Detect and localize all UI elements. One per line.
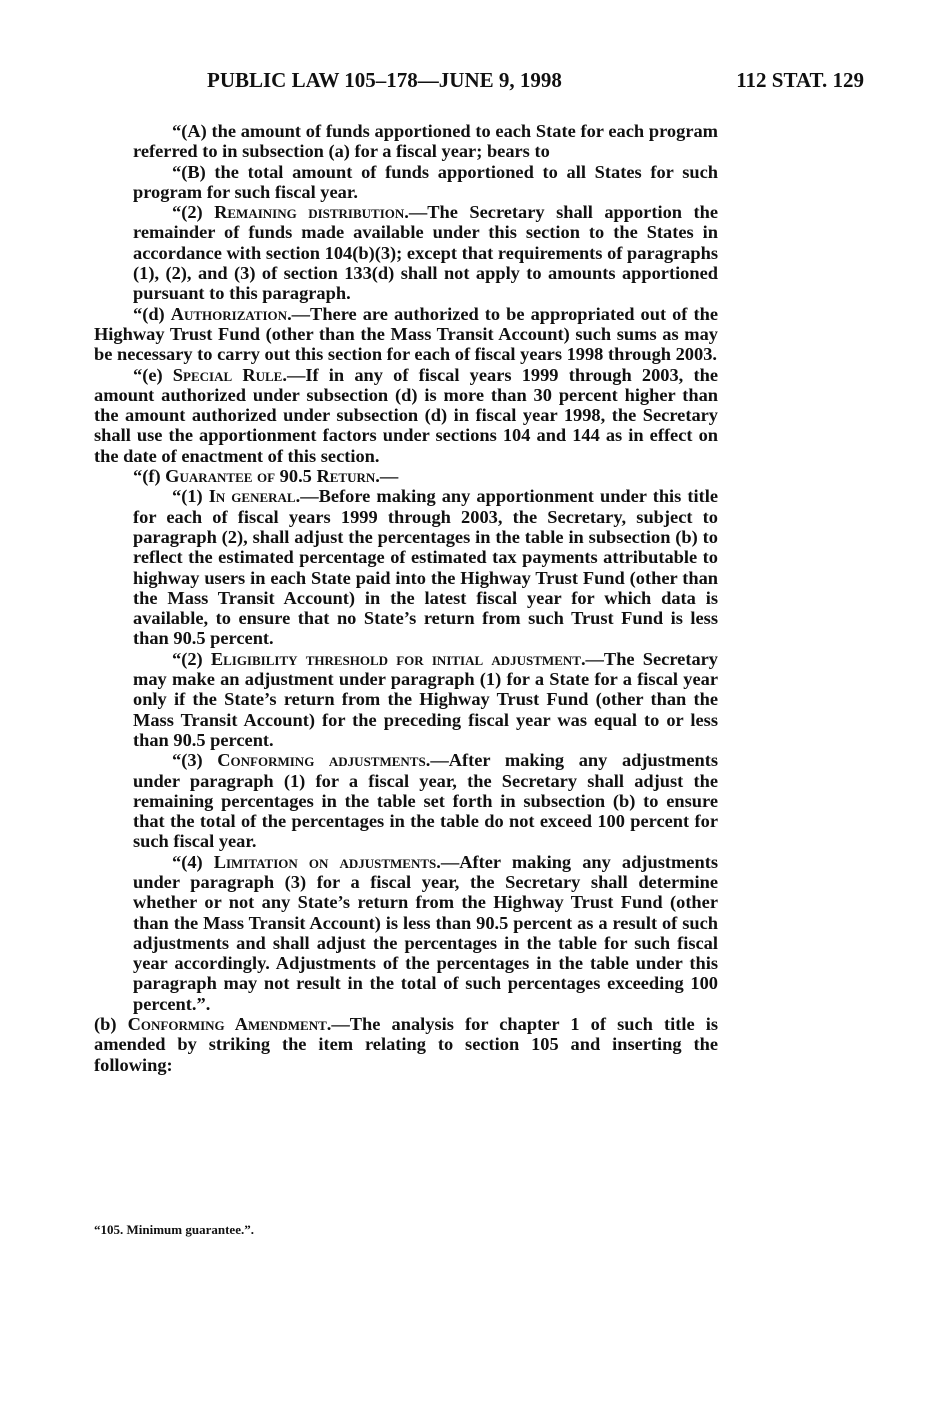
subsection-number: “(d): [133, 303, 171, 324]
subsection-f: [94, 466, 718, 486]
conforming-amendment: [94, 1014, 718, 1075]
subsection-text: .—If in any of fiscal years 1999 through 2003, the amount authorized under subsection (d) is more than 30 percent higher than the amount authorized under subsection (d) in fiscal year 1998, the Secretary shall use the apportionment factors under sections 104 and 144 as in effect on the date of enactment of this section.: [94, 364, 718, 466]
subsection-heading: Authorization: [170, 303, 288, 324]
paragraph-number: “(2): [172, 648, 211, 669]
paragraph-number: “(4): [172, 851, 214, 872]
subsection-e: [94, 365, 718, 466]
page-header-title: PUBLIC LAW 105–178—JUNE 9, 1998: [207, 68, 562, 92]
subsection-heading: Special Rule: [172, 364, 283, 385]
subsection-text: .—: [375, 466, 399, 487]
paragraph-text: .—After making any adjustments under paragraph (3) for a fiscal year, the Secretary shall determine whether or not any State’s return from the Highway Trust Fund (other than the Mass Transit Account) is less than 90.5 percent as a result of such adjustments and shall adjust the percentages in the table for such fiscal year accordingly. Adjustments of the percentages in the table under this paragraph may not result in the total of such percentages exceeding 100 percent.”.: [133, 851, 718, 1014]
paragraph-heading: Remaining distribution: [214, 202, 405, 223]
paragraph-remaining-distribution: [94, 202, 718, 303]
subsection-number: “(f): [133, 466, 166, 487]
page-header-stat: 112 STAT. 129: [736, 68, 864, 92]
paragraph-number: “(2): [172, 202, 215, 223]
subsection-heading: Conforming Amendment: [127, 1014, 327, 1035]
paragraph-heading: Limitation on adjustments: [213, 851, 437, 872]
paragraph-text: .—Before making any apportionment under this title for each of fiscal years 1999 through 2003, the Secretary, subject to paragraph (2), shall adjust the percentages in the table in subsection (b) to reflect the estimated percentage of estimated tax payments attributable to highway users in each State paid into the Highway Trust Fund (other than the Mass Transit Account) in the latest fiscal year for which data is available, to ensure that no State’s return from such Trust Fund is less than 90.5 percent.: [133, 486, 718, 649]
subsection-heading: Guarantee of 90.5 Return: [165, 466, 376, 487]
subsection-number: (b): [94, 1014, 128, 1035]
paragraph-heading: In general: [208, 486, 296, 507]
paragraph-text: .—The Secretary shall apportion the remainder of funds made available under this section to the States in accordance with section 104(b)(3); except that requirements of paragraphs (1), (2), and (3) of section 133(d) shall not apply to amounts apportioned pursuant to this paragraph.: [133, 202, 718, 304]
page-header: [94, 68, 864, 98]
clause-a: “(A) the amount of funds apportioned to each State for each program referred to in subsection (a) for a fiscal year; bears to: [133, 121, 718, 162]
clause-b: “(B) the total amount of funds apportioned to all States for such program for such fiscal year.: [133, 161, 718, 202]
paragraph-3: [94, 750, 718, 851]
paragraph-1: [94, 486, 718, 648]
subsection-number: “(e): [133, 364, 173, 385]
paragraph-number: “(3): [172, 750, 218, 771]
document-body: [94, 121, 718, 1075]
paragraph-text: .—The Secretary may make an adjustment under paragraph (1) for a State for a fiscal year only if the State’s return from the Highway Trust Fund (other than the Mass Transit Account) for the preceding fiscal year was equal to or less than 90.5 percent.: [133, 648, 718, 750]
paragraph-4: [94, 852, 718, 1014]
table-of-sections-item: “105. Minimum guarantee.”.: [94, 1222, 254, 1237]
paragraph-heading: Eligibility threshold for initial adjustment: [210, 648, 581, 669]
subsection-text: .—The analysis for chapter 1 of such title is amended by striking the item relating to section 105 and inserting the following:: [94, 1014, 718, 1075]
paragraph-number: “(1): [172, 486, 209, 507]
subsection-text: .—There are authorized to be appropriated out of the Highway Trust Fund (other than the Mass Transit Account) such sums as may be necessary to carry out this section for each of fiscal years 1998 through 2003.: [94, 303, 718, 365]
subsection-d: [94, 304, 718, 365]
paragraph-heading: Conforming adjustments: [217, 750, 426, 771]
paragraph-text: .—After making any adjustments under paragraph (1) for a fiscal year, the Secretary shall adjust the remaining percentages in the table set forth in subsection (b) to ensure that the total of the percentages in the table do not exceed 100 percent for such fiscal year.: [133, 750, 718, 852]
paragraph-2: [94, 649, 718, 750]
